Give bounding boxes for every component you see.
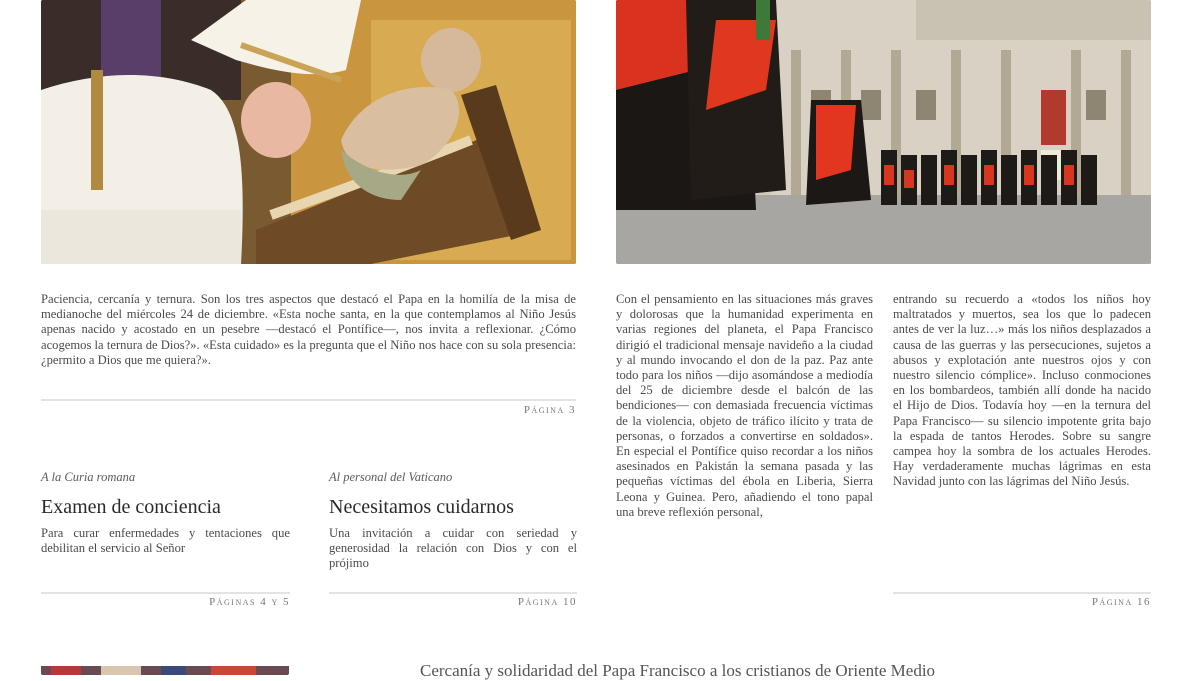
urbi-story-column-1: Con el pensamiento en las situaciones más graves y dolorosas que la humanidad experimenta en varias regiones del planeta, el Papa Francisco dirigió el tradicional mensaje navideño a la ciudad y al mundo invocando el don de la paz. Paz ante todo para los niños —dijo asomándose a mediodía del 25 de diciembre desde el balcón de las bendiciones— con demasiada frecuencia víctimas de la violencia, objeto de tráfico ilícito y trata de personas, o forzados a convertirse en soldados». En especial el Pontífice quiso recordar a los niños asesinados en Pakistán la semana pasada y las pequeñas víctimas del ébola en Liberia, Sierra Leona y Guinea. Pero, añadiendo el tono papal una breve reflexión personal,	[616, 292, 873, 519]
brief-body: Para curar enfermedades y tentaciones que debilitan el servicio al Señor	[41, 526, 290, 556]
oriente-medio-photo	[41, 664, 289, 675]
brief-headline[interactable]: Examen de conciencia	[41, 496, 221, 518]
brief-kicker: A la Curia romana	[41, 470, 136, 484]
brief-divider	[41, 592, 290, 594]
brief-kicker: Al personal del Vaticano	[329, 470, 453, 484]
urbi-story-divider	[893, 592, 1151, 594]
urbi-story-column-2: entrando su recuerdo a «todos los niños hoy maltratados y muertos, sea los que lo padecen antes de ver la luz…» más los niños desplazados a causa de las guerras y las persecuciones, sujetos a abusos y explotación ante nuestros ojos y con nuestro silencio cómplice». Incluso conmociones en los bombardeos, también allí donde ha nacido el Hijo de Dios. Todavía hoy —en la ternura del Papa Francisco— su silencio impotente grita bajo la espada de tantos Herodes. Sobre su sangre campea hoy la sombra de los actuales Herodes. Hay verdaderamente muchas lágrimas en esta Navidad junto con las lágrimas del Niño Jesús.	[893, 292, 1151, 489]
cardinals-st-peters-illustration	[616, 0, 1151, 264]
brief-body: Una invitación a cuidar con seriedad y generosidad la relación con Dios y con el prójimo	[329, 526, 577, 571]
lead-story-page-ref[interactable]: Página 3	[523, 404, 576, 416]
brief-divider	[329, 592, 577, 594]
urbi-story-page-ref[interactable]: Página 16	[1091, 596, 1151, 608]
brief-headline[interactable]: Necesitamos cuidarnos	[329, 496, 514, 518]
lead-story-body: Paciencia, cercanía y ternura. Son los tres aspectos que destacó el Papa en la homilía de la misa de medianoche del miércoles 24 de diciembre. «Esta noche santa, en la que contemplamos al Niño Jesús apenas nacido y acostado en un pesebre —destacó el Pontífice—, nos invita a reflexionar. ¿Cómo acogemos la ternura de Dios?». «Esta cuidado» es la pregunta que el Niño nos hace con su sola presencia: ¿permito a Dios que me quiera?».	[41, 292, 576, 367]
pope-kissing-child-illustration	[41, 0, 576, 264]
bottom-headline[interactable]: Cercanía y solidaridad del Papa Francisco a los cristianos de Oriente Medio	[420, 661, 936, 680]
cardinals-st-peters-photo	[616, 0, 1151, 264]
lead-story-divider	[41, 399, 576, 401]
brief-page-ref[interactable]: Páginas 4 y 5	[209, 596, 290, 608]
pope-kissing-child-photo	[41, 0, 576, 264]
brief-page-ref[interactable]: Página 10	[517, 596, 577, 608]
oriente-medio-illustration	[41, 666, 289, 675]
